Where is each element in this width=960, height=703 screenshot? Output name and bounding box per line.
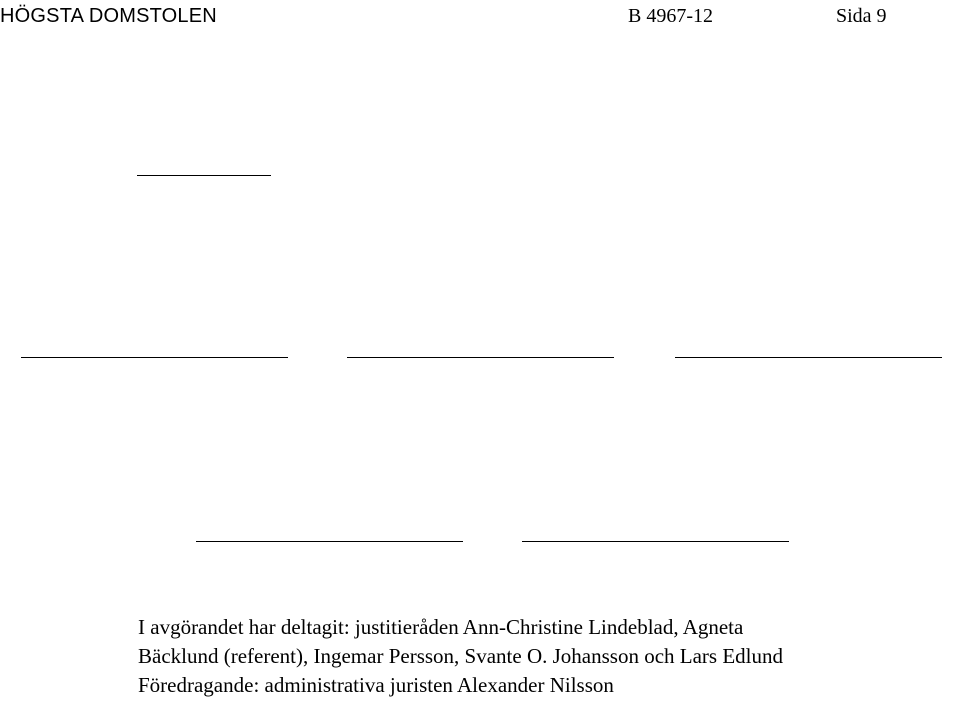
signature-line — [347, 357, 614, 358]
page-number: Sida 9 — [836, 5, 887, 27]
signature-line — [21, 357, 288, 358]
participants-paragraph — [138, 613, 960, 700]
participants-line-1: I avgörandet har deltagit: justitieråden Ann-Christine Lindeblad, Agneta — [138, 615, 744, 639]
court-name: HÖGSTA DOMSTOLEN — [0, 5, 217, 27]
signature-line — [196, 541, 463, 542]
participants-line-2: Bäcklund (referent), Ingemar Persson, Svante O. Johansson och Lars Edlund — [138, 644, 784, 668]
case-number: B 4967-12 — [628, 5, 713, 27]
signature-line — [675, 357, 942, 358]
signature-line — [137, 175, 271, 176]
signature-line — [522, 541, 789, 542]
rapporteur-line: Föredragande: administrativa juristen Alexander Nilsson — [138, 673, 614, 697]
